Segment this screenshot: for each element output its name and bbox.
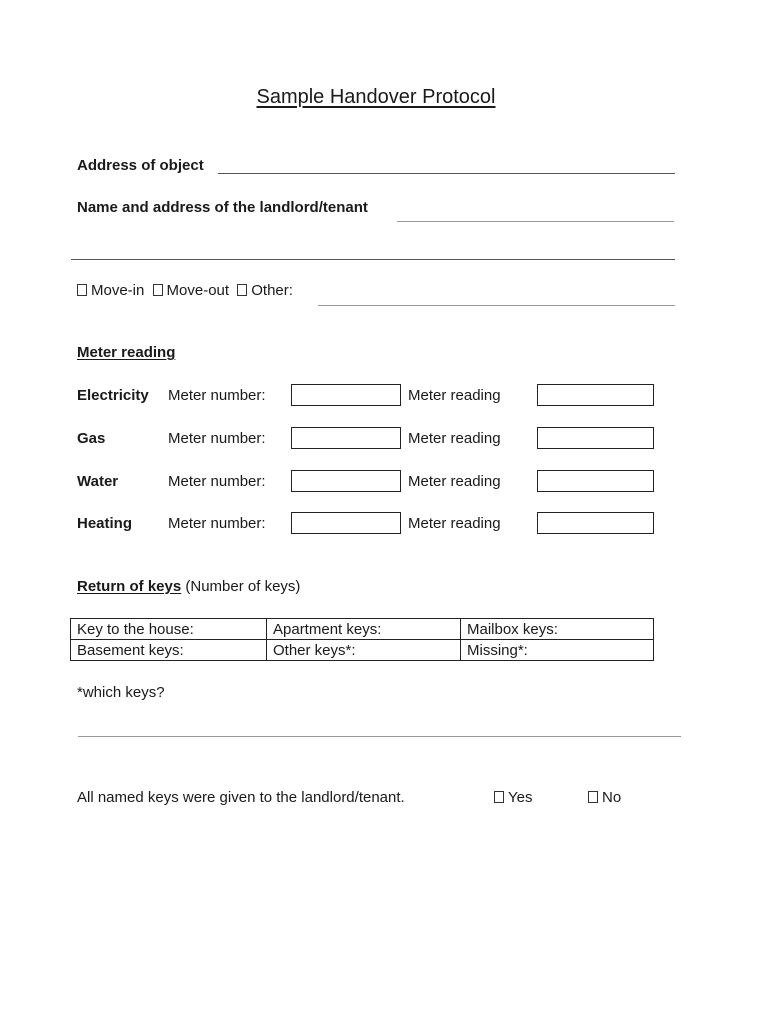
meter-number-input[interactable] <box>291 384 401 406</box>
table-row <box>71 640 654 661</box>
address-label: Address of object <box>77 157 204 174</box>
move-in-checkbox[interactable]: Move-in <box>77 282 144 299</box>
table-cell[interactable]: Apartment keys: <box>267 619 461 640</box>
table-cell[interactable]: Other keys*: <box>267 640 461 661</box>
meter-number-input[interactable] <box>291 512 401 534</box>
meter-reading-input[interactable] <box>537 512 654 534</box>
landlord-tenant-field[interactable] <box>397 221 674 222</box>
meter-reading-label: Meter reading <box>408 473 501 490</box>
meter-type-label: Gas <box>77 430 106 447</box>
meter-number-label: Meter number: <box>168 515 266 532</box>
table-cell[interactable]: Basement keys: <box>71 640 267 661</box>
other-checkbox[interactable]: Other: <box>237 282 293 299</box>
other-field[interactable] <box>318 305 675 306</box>
meter-type-label: Electricity <box>77 387 149 404</box>
meter-number-input[interactable] <box>291 427 401 449</box>
checkbox-icon <box>494 791 504 803</box>
which-keys-field[interactable] <box>78 736 681 737</box>
meter-number-label: Meter number: <box>168 430 266 447</box>
handover-type-options <box>77 282 293 299</box>
meter-type-label: Heating <box>77 515 133 532</box>
keys-table <box>70 618 654 661</box>
yes-checkbox[interactable]: Yes <box>494 789 532 806</box>
meter-type-label: Water <box>77 473 119 490</box>
table-row <box>71 619 654 640</box>
meter-reading-input[interactable] <box>537 384 654 406</box>
meter-reading-heading: Meter reading <box>77 344 176 361</box>
table-cell[interactable]: Missing*: <box>461 640 654 661</box>
meter-number-label: Meter number: <box>168 473 266 490</box>
meter-reading-input[interactable] <box>537 470 654 492</box>
return-of-keys-note: (Number of keys) <box>185 578 301 595</box>
meter-reading-input[interactable] <box>537 427 654 449</box>
table-cell[interactable]: Key to the house: <box>71 619 267 640</box>
keys-given-statement: All named keys were given to the landlord/tenant. <box>77 789 405 806</box>
meter-number-label: Meter number: <box>168 387 266 404</box>
address-field[interactable] <box>218 173 675 174</box>
return-of-keys-heading <box>77 578 300 595</box>
return-of-keys-title: Return of keys <box>77 578 182 595</box>
checkbox-icon <box>77 284 87 296</box>
page-title: Sample Handover Protocol <box>256 86 496 108</box>
which-keys-label: *which keys? <box>77 684 165 701</box>
checkbox-icon <box>237 284 247 296</box>
checkbox-icon <box>588 791 598 803</box>
move-out-checkbox[interactable]: Move-out <box>153 282 230 299</box>
meter-reading-label: Meter reading <box>408 515 501 532</box>
no-checkbox[interactable]: No <box>588 789 621 806</box>
meter-number-input[interactable] <box>291 470 401 492</box>
meter-reading-label: Meter reading <box>408 387 501 404</box>
table-cell[interactable]: Mailbox keys: <box>461 619 654 640</box>
meter-reading-label: Meter reading <box>408 430 501 447</box>
landlord-tenant-field-line2[interactable] <box>71 259 675 260</box>
landlord-tenant-label: Name and address of the landlord/tenant <box>77 199 368 216</box>
checkbox-icon <box>153 284 163 296</box>
